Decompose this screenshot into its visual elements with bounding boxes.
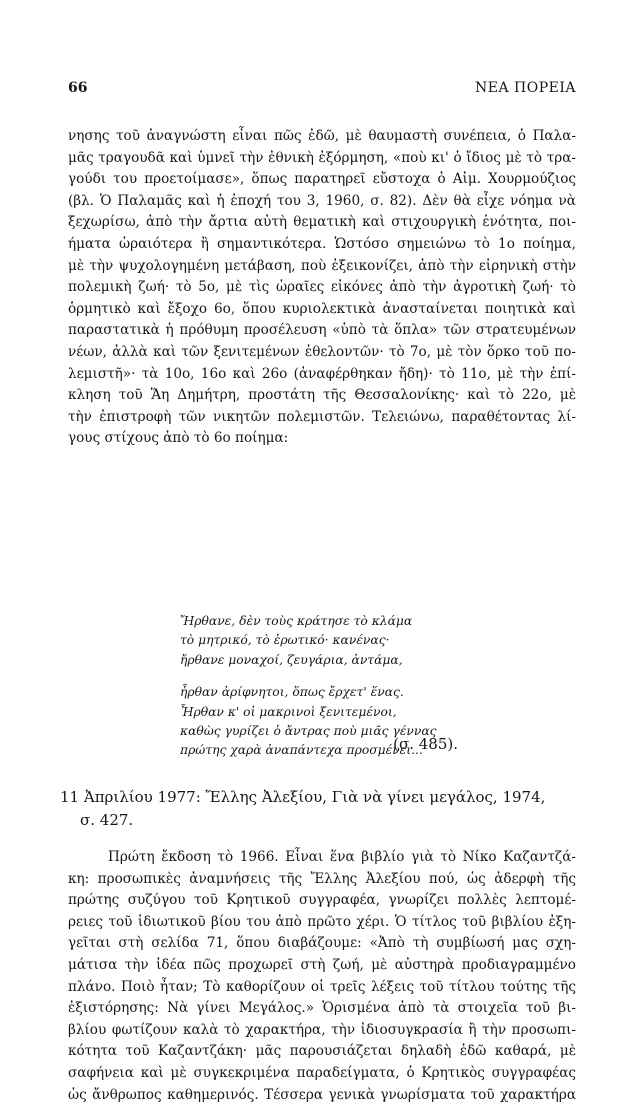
text-line: πρώτης συζύγου τοῦ Κρητικοῦ συγγραφέα, γνωρίζει πολλὲς λεπτομέ- xyxy=(68,892,576,909)
poem-line: τὸ μητρικό, τὸ ἐρωτικό· κανένας· xyxy=(180,633,390,648)
text-line: παραστατικὰ ἡ πρόθυμη προσέλευση «ὑπὸ τὰ ὅπλα» τῶν στρατευμένων xyxy=(68,322,576,339)
text-line: τὴν ἐπιστροφὴ τῶν νικητῶν πολεμιστῶν. Τελειώνω, παραθέτοντας λί- xyxy=(68,408,576,425)
text-line: βλίου φωτίζουν καλὰ τὸ χαρακτήρα, τὴν ἰδιοσυγκρασία ἢ τὴν προσωπι- xyxy=(68,1021,576,1038)
text-line: πλάνο. Ποιὸ ἦταν; Τὸ καθορίζουν οἱ τρεῖς λέξεις τοῦ τίτλου τούτης τῆς xyxy=(68,978,576,995)
running-head: ΝΕΑ ΠΟΡΕΙΑ xyxy=(475,80,576,96)
text-line: ἐξιστόρησης: Νὰ γίνει Μεγάλος.» Ὁρισμένα ἀπὸ τὰ στοιχεῖα τοῦ βι- xyxy=(68,1000,576,1017)
text-line: πολεμικὴ ζωή· τὸ 5ο, μὲ τὶς ὡραῖες εἰκόνες ἀπὸ τὴν ἀγροτικὴ ζωή· τὸ xyxy=(68,279,576,296)
entry-heading-line: 11 Ἀπριλίου 1977: Ἔλλης Ἀλεξίου, Γιὰ νὰ γίνει μεγάλος, 1974, xyxy=(60,788,546,806)
text-line: γεῖται στὴ σελίδα 71, ὅπου διαβάζουμε: «Ἀπὸ τὴ συμβίωσή μας σχη- xyxy=(68,935,576,952)
poem-line: καθὼς γυρίζει ὁ ἄντρας ποὺ μιᾶς γέννας xyxy=(180,723,437,738)
poem-line: πρώτης χαρὰ ἀναπάντεχα προσμένει... xyxy=(180,743,423,758)
poem-line: Ἦρθαν κ' οἱ μακρινοὶ ξενιτεμένοι, xyxy=(180,704,397,719)
text-line: ὁρμητικὸ καὶ ἔξοχο 6ο, ὅπου κυριολεκτικὰ ἀνασταίνεται ποιητικὰ καὶ xyxy=(68,300,576,317)
text-line: ξεχωρίσω, ἀπὸ τὴν ἄρτια αὐτὴ θεματικὴ καὶ στιχουργικὴ ἑνότητα, ποι- xyxy=(68,214,576,231)
text-line: ήματα ὡραιότερα ἢ σημαντικότερα. Ὡστόσο σημειώνω τὸ 1ο ποίημα, xyxy=(68,235,576,252)
paragraph-palamas xyxy=(68,126,576,450)
text-line: νέων, ἀλλὰ καὶ τῶν ξενιτεμένων ἐθελοντῶν· τὸ 7ο, μὲ τὸν ὅρκο τοῦ πο- xyxy=(68,343,576,360)
text-line: μᾶς τραγουδᾶ καὶ ὑμνεῖ τὴν ἐθνικὴ ἐξόρμηση, «ποὺ κι' ὁ ἴδιος μὲ τὸ τρα- xyxy=(68,149,576,166)
text-line: ὡς ἄνθρωπος καθημερινός. Τέσσερα γενικὰ γνωρίσματα τοῦ χαρακτήρα xyxy=(68,1086,576,1103)
entry-heading-line: σ. 427. xyxy=(80,811,134,829)
page-number: 66 xyxy=(68,80,88,96)
text-line: κληση τοῦ Ἅη Δημήτρη, προστάτη τῆς Θεσσαλονίκης· καὶ τὸ 22ο, μὲ xyxy=(68,387,576,404)
entry-heading xyxy=(60,786,580,832)
poem-line: ἦρθαν ἀρίφνητοι, ὅπως ἔρχετ' ἕνας. xyxy=(180,685,404,700)
poem-line: ἤρθανε μοναχοί, ζευγάρια, ἀντάμα, xyxy=(180,652,403,667)
poem-line: Ἤρθανε, δὲν τοὺς κράτησε τὸ κλάμα xyxy=(180,614,413,628)
paragraph-alexiou xyxy=(68,847,576,1106)
text-line: γους στίχους ἀπὸ τὸ 6ο ποίημα: xyxy=(68,430,289,447)
page-header xyxy=(68,80,576,100)
text-line: ρειες τοῦ ἰδιωτικοῦ βίου του ἀπὸ πρῶτο χέρι. Ὁ τίτλος τοῦ βιβλίου ἐξη- xyxy=(68,913,576,930)
text-line: κότητα τοῦ Καζαντζάκη· μᾶς παρουσιάζεται δηλαδὴ ἐδῶ καθαρά, μὲ xyxy=(68,1043,576,1060)
text-line: νησης τοῦ ἀναγνώστη εἶναι πῶς ἐδῶ, μὲ θαυμαστὴ συνέπεια, ὁ Παλα- xyxy=(68,128,576,144)
text-line: κη: προσωπικὲς ἀναμνήσεις τῆς Ἔλλης Ἀλεξίου πού, ὡς ἀδερφὴ τῆς xyxy=(68,870,576,887)
text-line: Πρώτη ἔκδοση τὸ 1966. Εἶναι ἕνα βιβλίο γιὰ τὸ Νίκο Καζαντζά- xyxy=(108,849,576,865)
text-line: μάτισα τὴν ἰδέα πῶς προχωρεῖ στὴ ζωή, μὲ αὐστηρὰ προδιαγραμμένο xyxy=(68,956,576,973)
text-line: (βλ. Ὁ Παλαμᾶς καὶ ἡ ἐποχή του 3, 1960, σ. 82). Δὲν θὰ εἶχε νόημα νὰ xyxy=(68,192,576,209)
text-line: μὲ τὴν ψυχολογημένη μετάβαση, ποὺ ἐξεικονίζει, ἀπὸ τὴν εἰρηνικὴ στὴν xyxy=(68,257,576,274)
text-line: γούδι του προετοίμασε», ὅπως παρατηρεῖ εὔστοχα ὁ Αἰμ. Χουρμούζιος xyxy=(68,171,576,188)
text-line: λεμιστῆ»· τὰ 10ο, 16ο καὶ 26ο (ἀναφέρθηκαν ἤδη)· τὸ 11ο, μὲ τὴν ἐπί- xyxy=(68,365,576,382)
page-citation: (σ. 485). xyxy=(393,735,458,753)
text-line: σαφήνεια καὶ μὲ συγκεκριμένα παραδείγματα, ὁ Κρητικὸς συγγραφέας xyxy=(68,1064,576,1081)
